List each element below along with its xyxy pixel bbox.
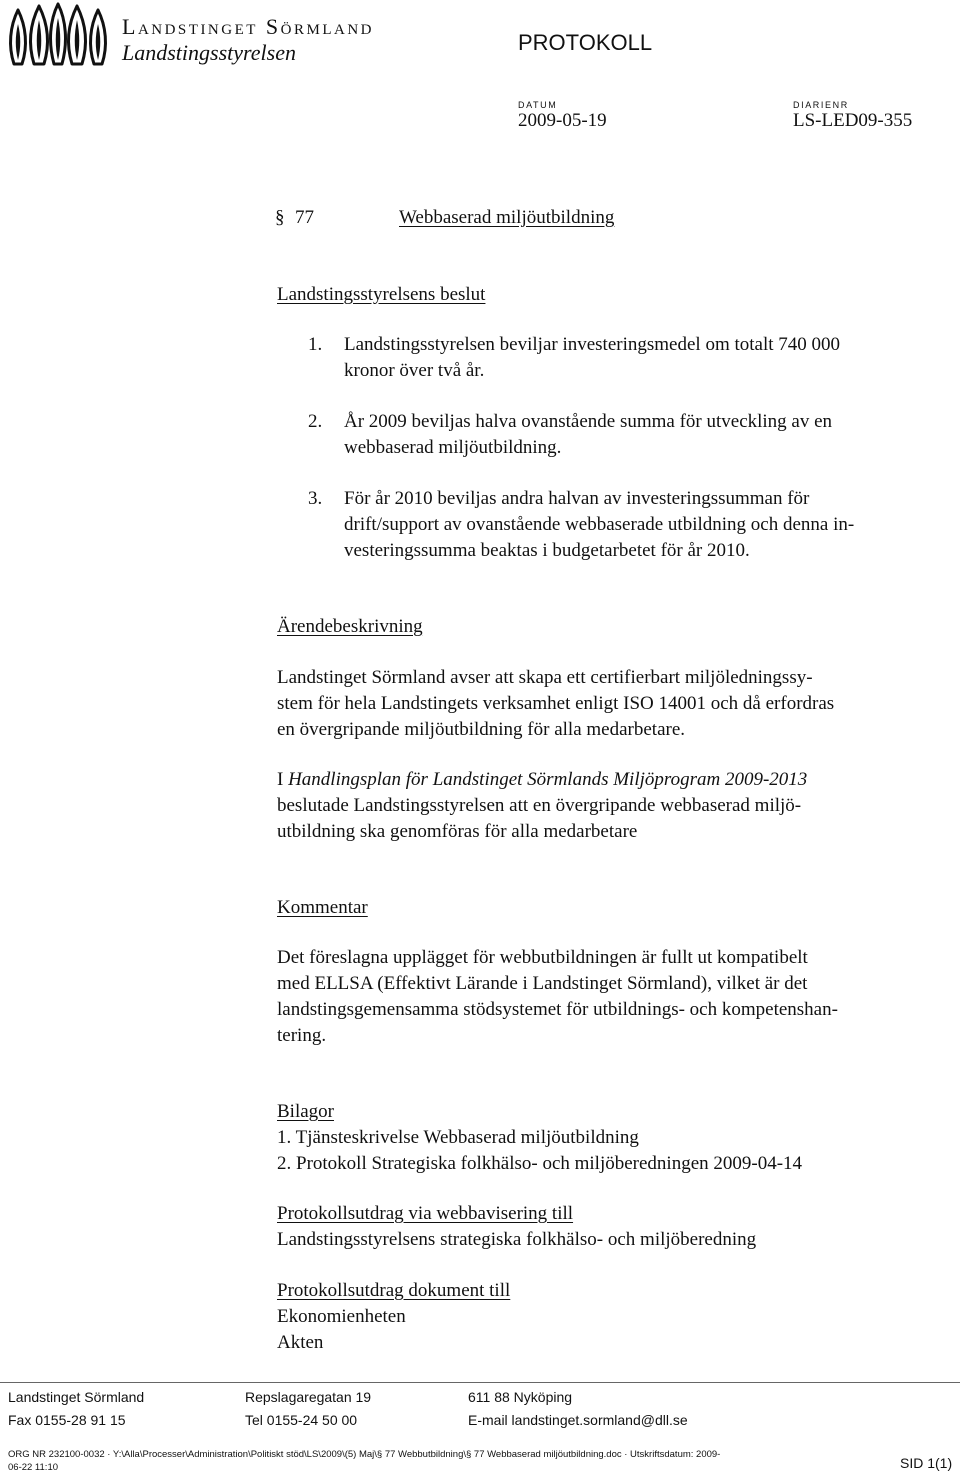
footer-postal: 611 88 Nyköping	[468, 1389, 573, 1405]
utdrag-dok-recipient: Akten	[277, 1332, 324, 1353]
beslut-item-line: Landstingsstyrelsen beviljar investeringsmedel om totalt 740 000	[344, 334, 841, 355]
paragraph-line: med ELLSA (Effektivt Lärande i Landstinget Sörmland), vilket är det	[277, 973, 808, 994]
paragraph-line: beslutade Landstingsstyrelsen att en övergripande webbaserad miljö-	[277, 795, 802, 816]
diarienr-label: DIARIENR	[793, 100, 849, 110]
beslut-item-line: drift/support av ovanstående webbaserade utbildning och denna in-	[344, 514, 855, 535]
paragraph-line: landstingsgemensamma stödsystemet för utbildnings- och kompetenshan-	[277, 999, 838, 1020]
arende-heading: Ärendebeskrivning	[277, 616, 423, 637]
beslut-item	[344, 486, 944, 564]
bilagor-list	[277, 1125, 802, 1177]
paragraph-line: en övergripande miljöutbildning för alla medarbetare.	[277, 719, 686, 740]
diarienr-value: LS-LED09-355	[793, 110, 913, 131]
arende-paragraph-1	[277, 665, 834, 743]
footer-address: Repslagaregatan 19	[245, 1389, 372, 1405]
org-subtitle: Landstingsstyrelsen	[122, 40, 296, 65]
paragraph-line: stem för hela Landstingets verksamhet enligt ISO 14001 och då erfordras	[277, 693, 835, 714]
paragraph-prefix: I	[277, 769, 289, 790]
paragraph-line: tering.	[277, 1025, 327, 1046]
beslut-item-number: 3.	[308, 488, 323, 509]
footer-fax: Fax 0155-28 91 15	[8, 1412, 126, 1428]
paragraph-line: Landstinget Sörmland avser att skapa ett certifierbart miljöledningssy-	[277, 667, 813, 688]
paragraph-line: Det föreslagna upplägget för webbutbildningen är fullt ut kompatibelt	[277, 947, 808, 968]
beslut-item-line: webbaserad miljöutbildning.	[344, 437, 562, 458]
utdrag-dok-list	[277, 1304, 406, 1356]
bilagor-heading: Bilagor	[277, 1101, 334, 1122]
bilaga-item: 2. Protokoll Strategiska folkhälso- och miljöberedningen 2009-04-14	[277, 1153, 803, 1174]
beslut-item-line: kronor över två år.	[344, 360, 485, 381]
beslut-item	[344, 409, 944, 461]
utdrag-dok-recipient: Ekonomienheten	[277, 1306, 406, 1327]
paragraph-line: utbildning ska genomföras för alla medarbetare	[277, 821, 638, 842]
page-number: SID 1(1)	[900, 1455, 953, 1471]
bilaga-item: 1. Tjänsteskrivelse Webbaserad miljöutbildning	[277, 1127, 639, 1148]
footer-email: E-mail landstinget.sormland@dll.se	[468, 1412, 688, 1428]
beslut-item-line: vesteringssumma beaktas i budgetarbetet för år 2010.	[344, 540, 750, 561]
kommentar-paragraph	[277, 945, 838, 1049]
footer-print-date: 06-22 11:10	[8, 1462, 59, 1473]
arende-paragraph-2	[277, 767, 807, 845]
footer-tel: Tel 0155-24 50 00	[245, 1412, 358, 1428]
utdrag-webb-recipient: Landstingsstyrelsens strategiska folkhälso- och miljöberedning	[277, 1229, 757, 1250]
section-title: Webbaserad miljöutbildning	[399, 207, 615, 228]
utdrag-webb-heading: Protokollsutdrag via webbavisering till	[277, 1203, 574, 1224]
org-name: Landstinget Sörmland	[122, 14, 374, 39]
section-number: 77	[295, 207, 314, 228]
beslut-item-line: År 2009 beviljas halva ovanstående summa för utveckling av en	[344, 411, 833, 432]
date-label: DATUM	[518, 100, 558, 110]
beslut-item-number: 2.	[308, 411, 323, 432]
beslut-item-line: För år 2010 beviljas andra halvan av investeringssumman för	[344, 488, 810, 509]
document-type: PROTOKOLL	[518, 30, 653, 55]
beslut-item-number: 1.	[308, 334, 323, 355]
date-value: 2009-05-19	[518, 110, 607, 131]
footer-org: Landstinget Sörmland	[8, 1389, 145, 1405]
utdrag-dok-heading: Protokollsutdrag dokument till	[277, 1280, 511, 1301]
beslut-heading: Landstingsstyrelsens beslut	[277, 284, 486, 305]
footer-divider	[0, 1382, 960, 1383]
beslut-item	[344, 332, 944, 384]
paragraph-line	[277, 767, 807, 793]
kommentar-heading: Kommentar	[277, 897, 368, 918]
lotus-crown-logo	[6, 2, 110, 68]
handlingsplan-title: Handlingsplan för Landstinget Sörmlands Miljöprogram 2009-2013	[288, 769, 808, 790]
section-symbol: §	[275, 207, 285, 228]
footer-file-path: ORG NR 232100-0032 · Y:\Alla\Processer\Administration\Politiskt stöd\LS\2009\(5) Maj\§ 77 Webbutbildning\§ 77 Webbaserad miljöutbildning.doc · Utskriftsdatum: 2009-	[8, 1449, 721, 1460]
